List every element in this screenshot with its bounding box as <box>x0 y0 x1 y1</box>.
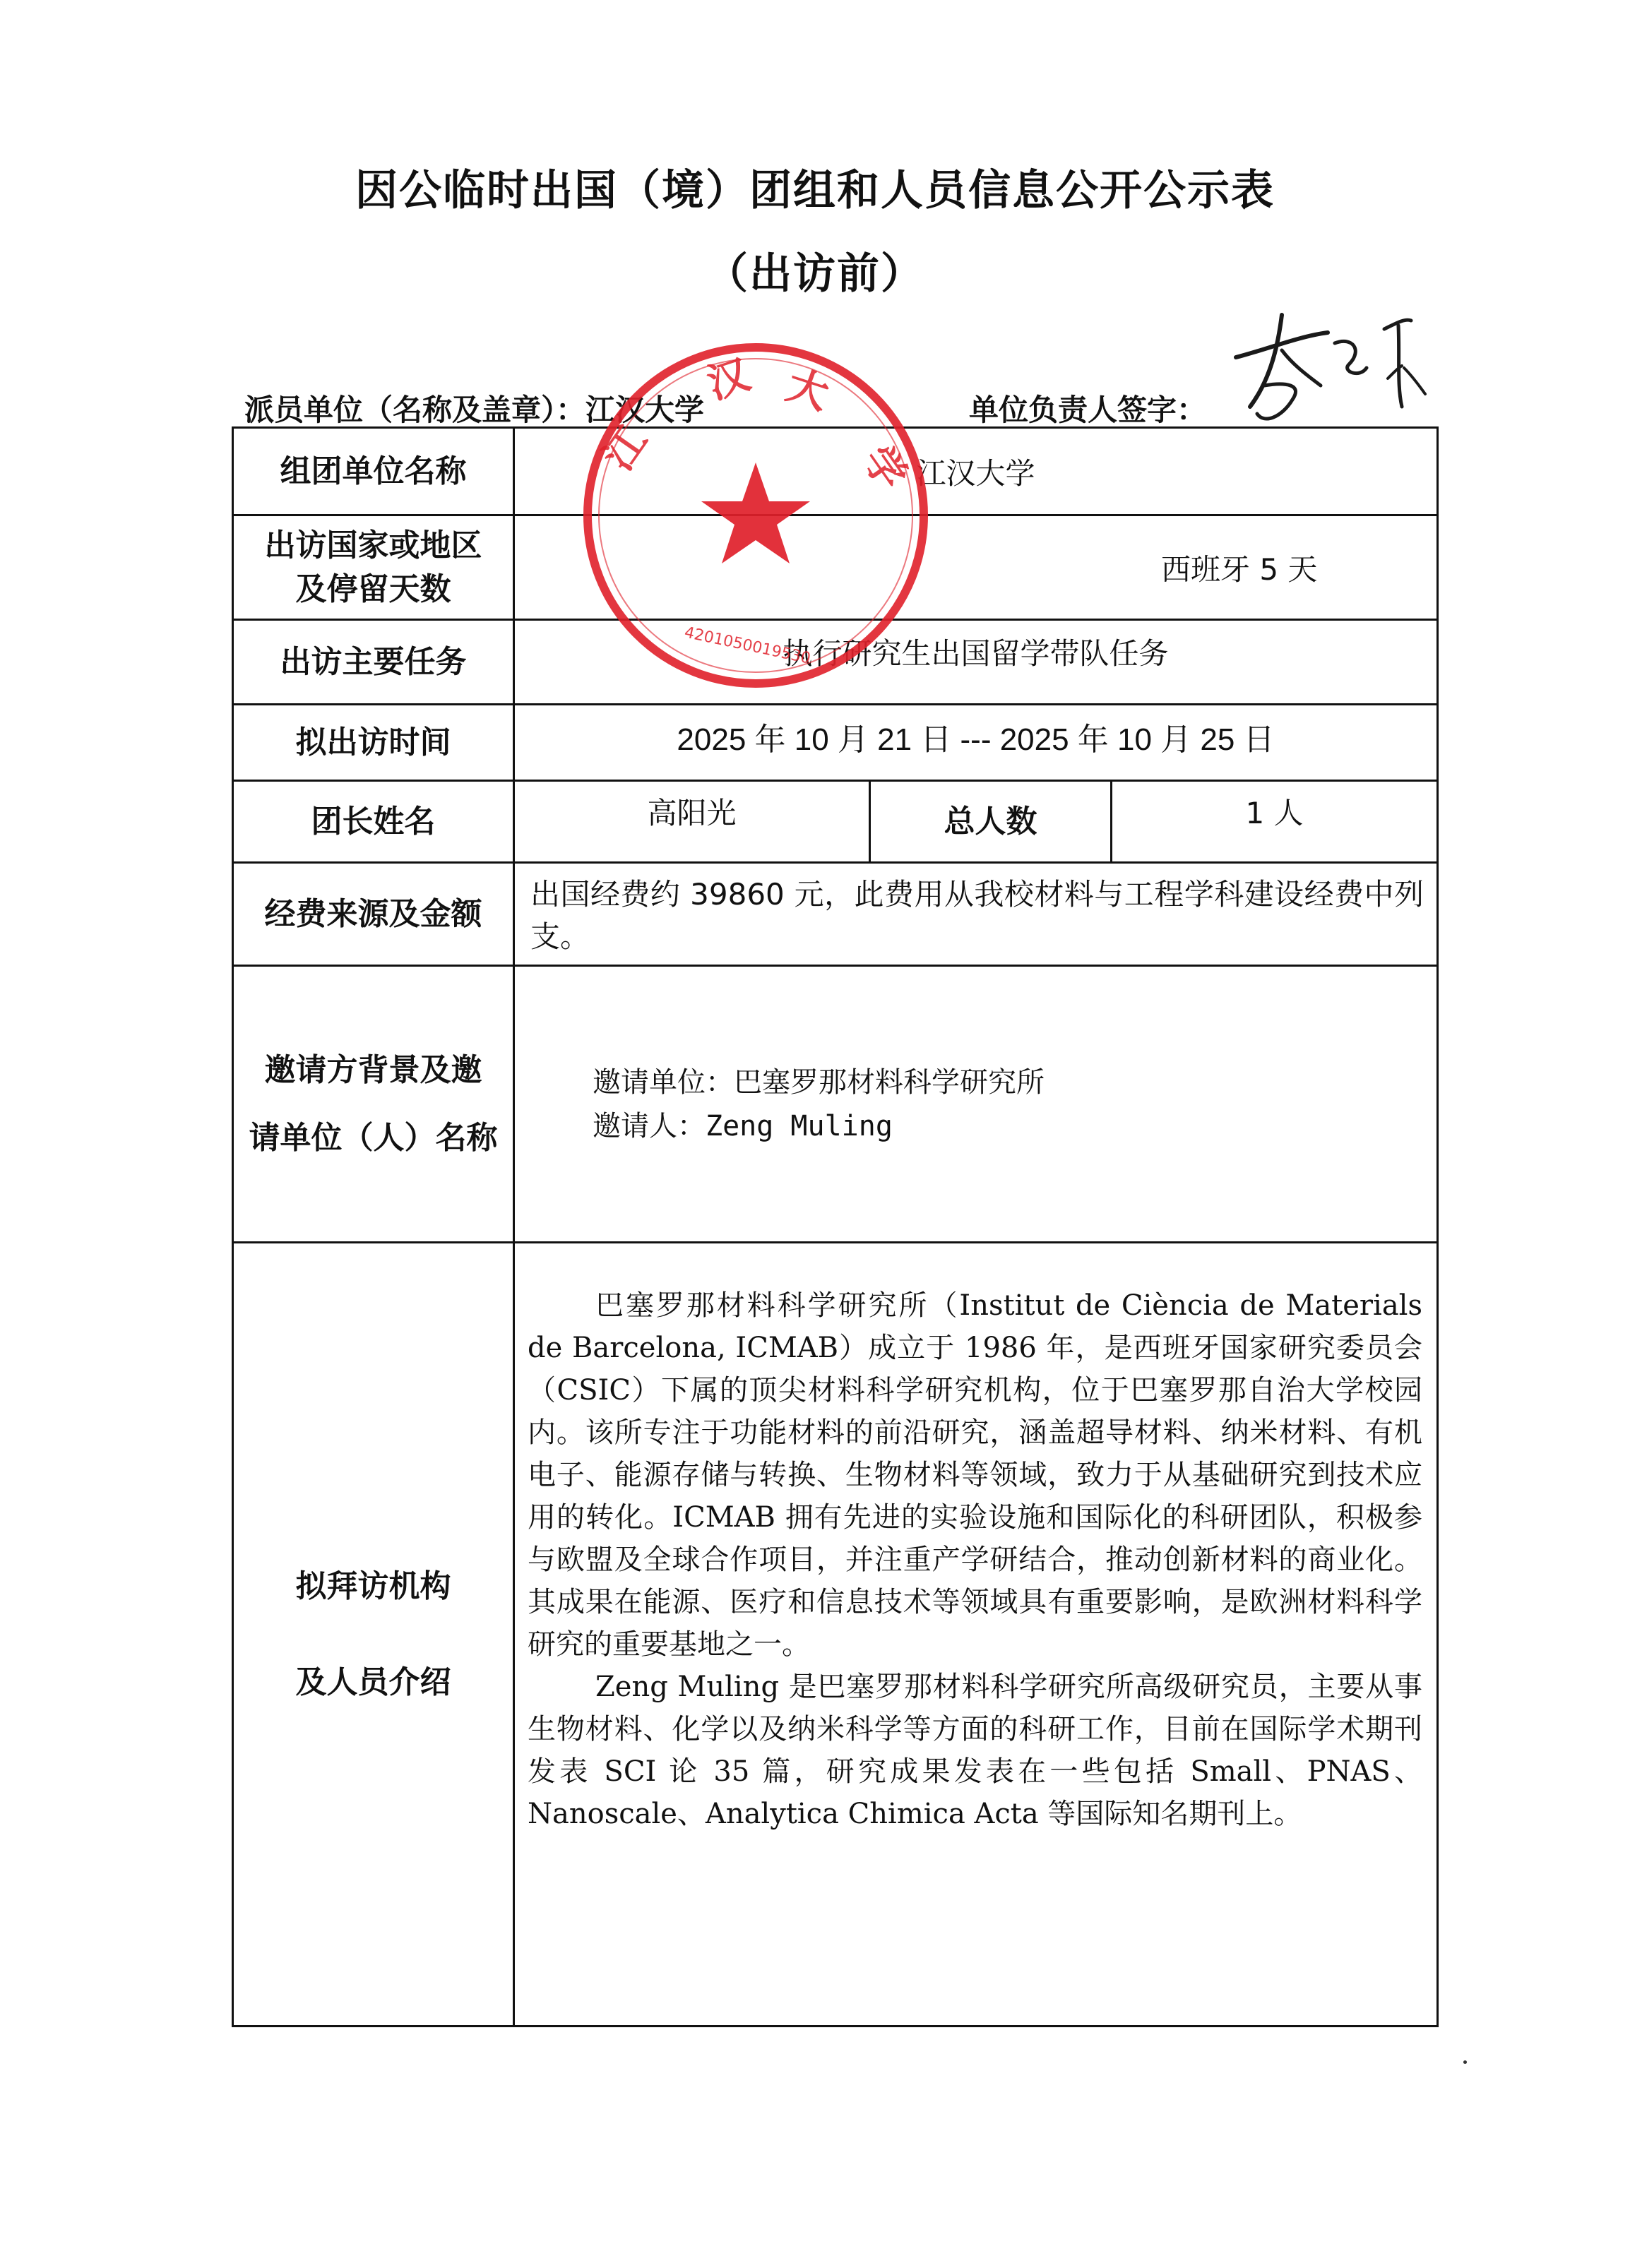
row-inviter <box>233 966 1438 1243</box>
total-label: 总人数 <box>870 781 1112 863</box>
destination-value: 西班牙 5 天 <box>1161 551 1318 587</box>
total-value: 1 人 <box>1112 781 1438 863</box>
destination-label-line1: 出访国家或地区 <box>264 527 482 563</box>
leader-value: 高阳光 <box>514 781 870 863</box>
leader-label: 团长姓名 <box>233 781 514 863</box>
time-label: 拟出访时间 <box>233 705 514 781</box>
document-subtitle: （出访前） <box>706 249 924 299</box>
inviter-unit-line: 邀请单位：巴塞罗那材料科学研究所 <box>593 1066 1045 1099</box>
institution-label-line1: 拟拜访机构 <box>295 1568 451 1604</box>
task-value: 执行研究生出国留学带队任务 <box>514 620 1438 705</box>
funding-label: 经费来源及金额 <box>233 863 514 966</box>
institution-paragraph-2: Zeng Muling 是巴塞罗那材料科学研究所高级研究员，主要从事生物材料、化学以及纳米科学等方面的科研工作，目前在国际学术期刊发表 SCI 论 35 篇，研究成果发表在一些包括 Small、PNAS、Nanoscale、Analytica Chimica Acta 等国际知名期刊上。 <box>528 1671 1423 1830</box>
handwritten-signature <box>1222 301 1434 435</box>
dispatching-unit-label: 派员单位（名称及盖章）： <box>244 393 586 427</box>
svg-text:汉: 汉 <box>701 350 756 409</box>
scan-speck <box>1463 2060 1467 2064</box>
row-group-unit <box>233 428 1438 515</box>
institution-cell <box>514 1243 1438 2027</box>
destination-label-line2: 及停留天数 <box>295 571 451 607</box>
svg-text:4201050019530: 4201050019530 <box>682 623 812 668</box>
task-label: 出访主要任务 <box>233 620 514 705</box>
dispatching-unit-line <box>244 387 704 429</box>
destination-label <box>233 515 514 620</box>
inviter-cell <box>514 966 1438 1243</box>
inviter-label <box>233 966 514 1243</box>
row-funding <box>233 863 1438 966</box>
info-table <box>232 426 1439 2027</box>
svg-text:大: 大 <box>780 360 835 419</box>
institution-label-line2: 及人员介绍 <box>295 1664 451 1700</box>
document-title: 因公临时出国（境）团组和人员信息公开公示表 <box>355 166 1275 215</box>
row-leader <box>233 781 1438 863</box>
svg-text:江: 江 <box>593 417 657 479</box>
destination-cell <box>514 515 1438 620</box>
group-unit-value: 江汉大学 <box>514 428 1438 515</box>
funding-cell <box>514 863 1438 966</box>
responsible-signature-label: 单位负责人签字： <box>969 393 1207 427</box>
row-destination <box>233 515 1438 620</box>
svg-text:学: 学 <box>853 437 917 499</box>
institution-paragraph-1: 巴塞罗那材料科学研究所（Institut de Ciència de Materials de Barcelona, ICMAB）成立于 1986 年，是西班牙国家研究委员会（CSIC）下属的顶尖材料科学研究机构，位于巴塞罗那自治大学校园内。该所专注于功能材料的前沿研究，涵盖超导材料、纳米材料、有机电子、能源存储与转换、生物材料等领域，致力于从基础研究到技术应用的转化。ICMAB 拥有先进的实验设施和国际化的科研团队，积极参与欧盟及全球合作项目，并注重产学研结合，推动创新材料的商业化。其成果在能源、医疗和信息技术等领域具有重要影响，是欧洲材料科学研究的重要基地之一。 <box>528 1289 1423 1661</box>
row-time <box>233 705 1438 781</box>
group-unit-label: 组团单位名称 <box>233 428 514 515</box>
inviter-label-line1: 邀请方背景及邀 <box>264 1051 482 1088</box>
responsible-signature-line <box>969 387 1206 429</box>
institution-label <box>233 1243 514 2027</box>
time-value: 2025 年 10 月 21 日 --- 2025 年 10 月 25 日 <box>514 705 1438 781</box>
row-institution <box>233 1243 1438 2027</box>
dispatching-unit-value: 江汉大学 <box>585 393 705 427</box>
row-task <box>233 620 1438 705</box>
funding-value: 出国经费约 39860 元，此费用从我校材料与工程学科建设经费中列支。 <box>530 877 1424 954</box>
inviter-person-line: 邀请人：Zeng Muling <box>593 1109 893 1142</box>
inviter-label-line2: 请单位（人）名称 <box>249 1119 498 1156</box>
inviter-block <box>515 1061 1436 1148</box>
